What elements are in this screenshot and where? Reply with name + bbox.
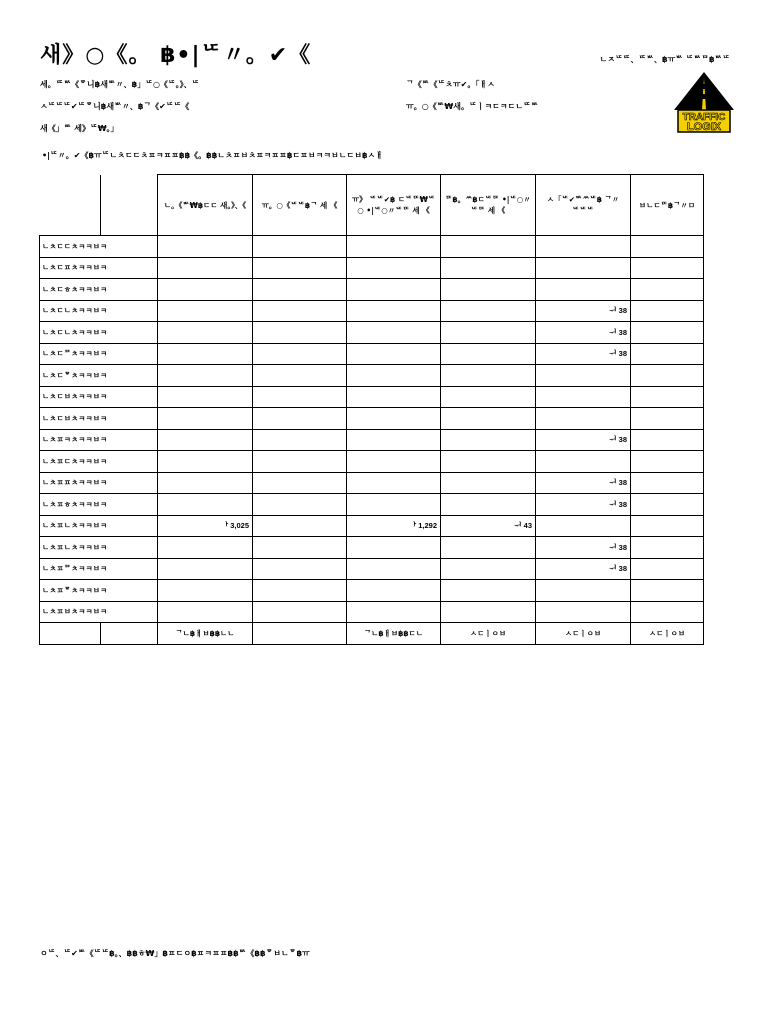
table-cell [631,580,704,602]
header-cell [40,175,101,236]
table-cell [536,515,631,537]
total-cell: ᄀㄴ฿ㅐㅂ฿฿ㄴㄴ [158,623,253,645]
table-cell [631,386,704,408]
row-date: ㄴㅊㄷㄴㅊㅋㅋㅂㅋ [40,300,158,322]
table-row [40,494,704,516]
header-cell: ㄴ。《ᄡ₩฿ㄷㄷ 새。》、《 [158,175,253,236]
table-cell [441,408,536,430]
table-cell [158,236,253,258]
table-cell: ᅡ 1,292 [347,515,441,537]
table-cell: ᅱ 38 [536,537,631,559]
table-row [40,580,704,602]
table-cell [158,494,253,516]
table-cell [347,494,441,516]
totals-blank-cell [40,623,101,645]
row-date: ㄴㅊㄷㅂㅊㅋㅋㅂㅋ [40,386,158,408]
table-cell: ᅱ 43 [441,515,536,537]
table-cell [253,322,347,344]
row-date: ㄴㅊㄷᄆㅊㅋㅋㅂㅋ [40,343,158,365]
table-cell [631,300,704,322]
row-date: ㄴㅊㄷᄝㅊㅋㅋㅂㅋ [40,365,158,387]
table-row [40,257,704,279]
table-cell [347,472,441,494]
row-date: ㄴㅊㄷㄷㅊㅋㅋㅂㅋ [40,236,158,258]
table-row [40,386,704,408]
info-left-line-2: ㅅᄕᄕᄕ✔ᄕᄝ니฿새ᄡ〃、฿ᄀ《✔ᄕᄕ《 [40,102,190,111]
table-cell [253,537,347,559]
table-cell [441,279,536,301]
table-cell [347,451,441,473]
table-cell [347,386,441,408]
table-cell [536,365,631,387]
table-cell [631,537,704,559]
table-cell [158,386,253,408]
row-date: ㄴㅊㄷㅂㅊㅋㅋㅂㅋ [40,408,158,430]
table-cell [158,408,253,430]
table-cell [631,408,704,430]
table-cell [631,429,704,451]
table-row [40,300,704,322]
table-cell [441,537,536,559]
logo-text-1: TRAFFIC [682,112,726,123]
total-cell: ᄀㄴ฿ㅐㅂ฿฿ㄷㄴ [347,623,441,645]
table-cell [631,494,704,516]
table-cell [253,343,347,365]
info-left-line-3: 새《」ᄡ 세》ᄕ₩。」 [40,124,119,133]
table-cell [158,343,253,365]
table-cell [536,601,631,623]
table-cell [158,300,253,322]
table-cell [536,257,631,279]
data-table [39,174,704,645]
table-cell [158,451,253,473]
header-cell: ㅠ》 ᄕᄕ✔฿ ㄷᄕᄄ₩ᄕ○ •|ᄕ○〃ᄕᄄ 세 《 [347,175,441,236]
table-cell [158,558,253,580]
table-cell [253,365,347,387]
info-left-line-1: 세。ᄄᄡ《ᄝ니฿새ᄡ〃、฿」ᄕ○《ᄕ。》、ᄕ [40,80,200,89]
table-cell [253,300,347,322]
table-cell [347,580,441,602]
table-cell [347,343,441,365]
table-cell [631,322,704,344]
table-cell [441,601,536,623]
table-cell [158,537,253,559]
table-cell [253,386,347,408]
row-date: ㄴㅊㅍㅂㅊㅋㅋㅂㅋ [40,601,158,623]
header-cell [101,175,158,236]
table-cell [536,279,631,301]
table-cell: ᅱ 38 [536,472,631,494]
table-cell [441,343,536,365]
table-cell [631,601,704,623]
table-cell [158,580,253,602]
table-cell [253,494,347,516]
total-cell: ㅅㄷㅣㅇㅂ [441,623,536,645]
company-name: ㄴㅈᄕᄄ、ᄄᄡ、฿ㅠᄡ ᄕᄡᄆ฿ᄡᄕ [599,55,730,64]
total-cell [253,623,347,645]
total-cell: ㅅㄷㅣㅇㅂ [631,623,704,645]
table-cell [347,429,441,451]
table-cell [441,236,536,258]
table-cell [253,257,347,279]
table-cell: ᅱ 38 [536,558,631,580]
table-row [40,537,704,559]
table-cell [631,365,704,387]
table-cell [253,408,347,430]
header-cell: ᄄ฿。ᄊ฿ㄷᄕᄄ •|ᄕ○〃ᄕᄄ 세 《 [441,175,536,236]
table-row [40,279,704,301]
table-cell [631,451,704,473]
table-cell [441,300,536,322]
total-cell: ㅅㄷㅣㅇㅂ [536,623,631,645]
table-cell [441,451,536,473]
row-date: ㄴㅊㅍㅋㅊㅋㅋㅂㅋ [40,429,158,451]
page-title: 새》○《。 ฿•|ᄕ〃。✔《 [40,43,312,68]
table-cell [631,472,704,494]
table-cell [253,472,347,494]
table-cell [253,279,347,301]
table-cell [158,365,253,387]
table-cell [253,580,347,602]
table-cell [441,365,536,387]
row-date: ㄴㅊㅍㅎㅊㅋㅋㅂㅋ [40,494,158,516]
table-cell: ᅱ 38 [536,322,631,344]
table-cell [441,386,536,408]
table-cell: ᅱ 38 [536,300,631,322]
row-date: ㄴㅊㄷㅎㅊㅋㅋㅂㅋ [40,279,158,301]
table-cell [347,365,441,387]
table-cell [536,236,631,258]
table-row [40,322,704,344]
info-right-line-1: ᄀ《ᄡ《ᄕㅊㅠ✔。「ㅐㅅ [406,80,495,89]
table-cell [631,515,704,537]
table-cell [253,236,347,258]
table-cell [158,472,253,494]
table-cell [441,494,536,516]
table-cell [441,558,536,580]
table-cell [631,279,704,301]
table-cell [441,472,536,494]
table-row [40,236,704,258]
table-cell [158,601,253,623]
row-date: ㄴㅊㄷㄴㅊㅋㅋㅂㅋ [40,322,158,344]
table-cell [347,408,441,430]
table-row [40,365,704,387]
table-cell [253,515,347,537]
row-date: ㄴㅊㅍᄆㅊㅋㅋㅂㅋ [40,558,158,580]
row-date: ㄴㅊㄷㅍㅊㅋㅋㅂㅋ [40,257,158,279]
table-cell [347,279,441,301]
table-cell [536,451,631,473]
table-cell [158,279,253,301]
table-cell: ᅱ 38 [536,429,631,451]
row-date: ㄴㅊㅍㄴㅊㅋㅋㅂㅋ [40,515,158,537]
table-cell [536,408,631,430]
table-cell [253,558,347,580]
table-cell: ᅱ 38 [536,494,631,516]
table-cell [441,257,536,279]
table-cell [347,300,441,322]
table-cell [158,322,253,344]
table-cell [441,322,536,344]
info-right-line-2: ㅠ。○《ᄡ₩새。ᄕㅣㅋㄷㅋㄷㄴᄄᄡ [406,102,539,111]
table-cell [631,558,704,580]
table-row [40,429,704,451]
totals-row [40,623,704,645]
table-row [40,451,704,473]
table-row [40,472,704,494]
table-cell: ᅡ 3,025 [158,515,253,537]
row-date: ㄴㅊㅍㄴㅊㅋㅋㅂㅋ [40,537,158,559]
row-date: ㄴㅊㅍㅍㅊㅋㅋㅂㅋ [40,472,158,494]
logo-text-2: LOGIX [686,121,722,133]
table-cell [536,386,631,408]
table-cell [441,580,536,602]
table-row [40,408,704,430]
header-cell: ㅅ「ᄕ✔ᄡᄊᄕ฿ ᄀ〃ᄕᄕᄕ [536,175,631,236]
header-cell: ㅠ。○《ᄕᄕ฿ᄀ 세 《 [253,175,347,236]
table-cell [347,236,441,258]
table-cell [253,451,347,473]
footer-text: ㅇᄕ、ᄕ✔ᄡ《ᄕᄕ฿。、฿฿ㅎ₩」฿ㅍㄷㅇ฿ㅍㅋㅍㅍ฿฿ᄡ《฿฿ᄝㅂㄴᄝ฿ㅠ [40,949,310,958]
table-cell [347,601,441,623]
table-cell [158,429,253,451]
table-row [40,601,704,623]
table-row [40,558,704,580]
table-cell [631,257,704,279]
table-cell [441,429,536,451]
table-row [40,343,704,365]
header-cell: ㅂㄴㄷᄄ฿ᄀ〃ㅁ [631,175,704,236]
row-date: ㄴㅊㅍㄷㅊㅋㅋㅂㅋ [40,451,158,473]
traffic-logix-logo [672,70,736,134]
table-cell [536,580,631,602]
table-cell: ᅱ 38 [536,343,631,365]
table-cell [158,257,253,279]
table-cell [347,322,441,344]
table-cell [631,236,704,258]
table-cell [253,601,347,623]
row-date: ㄴㅊㅍᄝㅊㅋㅋㅂㅋ [40,580,158,602]
table-row [40,515,704,537]
table-cell [347,558,441,580]
table-cell [253,429,347,451]
table-header-row [40,175,704,236]
table-cell [347,537,441,559]
table-cell [347,257,441,279]
table-cell [631,343,704,365]
table-subheading: •|ᄕ〃。✔《฿ㅠᄕㄴㅊㄷㄷㅊㅍㅋㅍㅍ฿฿《。฿฿ㄴㅊㅍㅂㅊㅍㅋㅍㅍ฿ㄷㅍㅂㅋㅋㅂㄴㄷㅂ฿ㅅㅐ [42,151,383,160]
totals-blank-cell [101,623,158,645]
